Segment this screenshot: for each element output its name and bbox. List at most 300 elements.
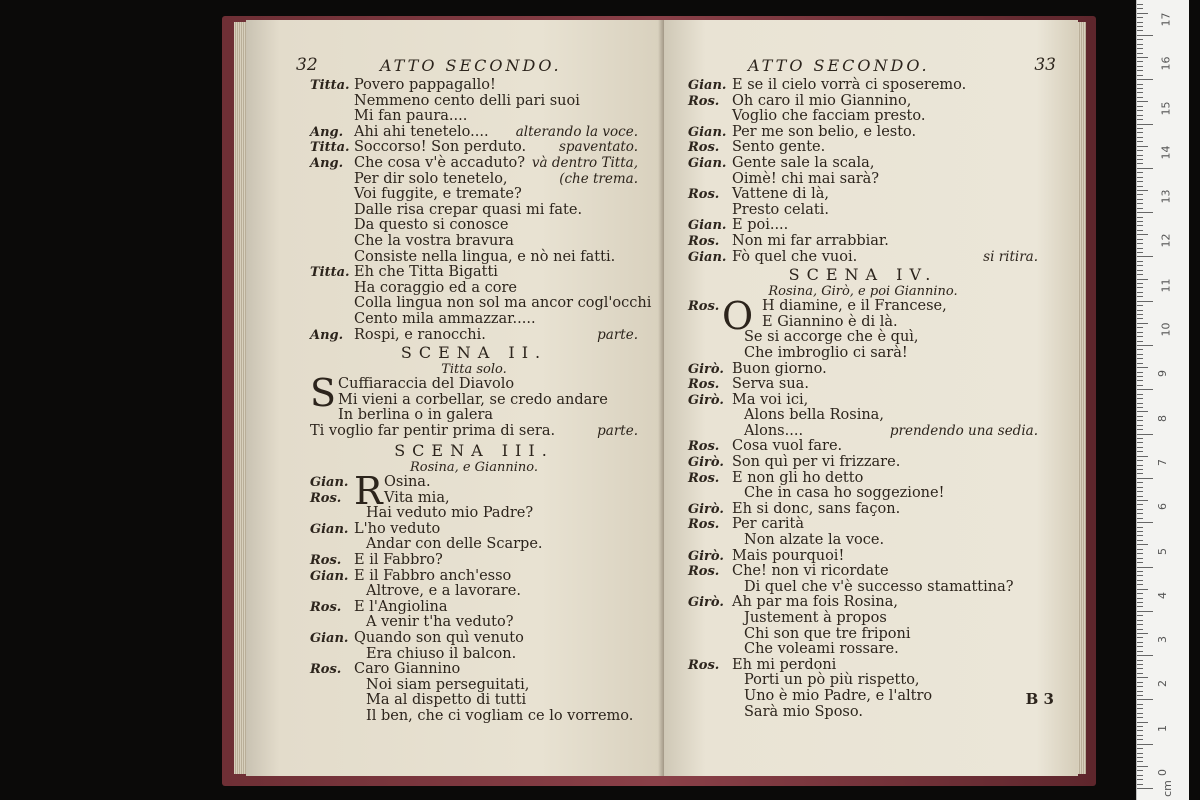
- text-line: [688, 580, 1038, 596]
- ruler-tick: [1137, 660, 1143, 661]
- dialogue-text: Consiste nella lingua, e nò nei fatti.: [354, 248, 616, 265]
- ruler-tick: [1137, 442, 1143, 443]
- dialogue-text: Di quel che v'è successo stamattina?: [744, 578, 1014, 595]
- ruler-tick: [1137, 155, 1143, 156]
- ruler-tick: [1137, 380, 1143, 381]
- text-line: [310, 600, 638, 616]
- dialogue-text: Era chiuso il balcon.: [366, 645, 517, 662]
- text-line: [310, 537, 638, 553]
- speaker-name: Ros.: [688, 233, 720, 249]
- dialogue-text: Ma voi ici,: [732, 391, 809, 408]
- ruler-tick: [1137, 491, 1143, 492]
- ruler-tick: [1137, 66, 1143, 67]
- ruler-tick: [1137, 141, 1143, 142]
- ruler-tick: [1137, 119, 1143, 120]
- ruler-tick: [1137, 106, 1143, 107]
- dialogue-text: Fò quel che vuoi.: [732, 248, 858, 265]
- ruler-tick: [1137, 79, 1153, 80]
- ruler-label: 9: [1156, 370, 1169, 378]
- speaker-name: Ros.: [688, 93, 720, 109]
- ruler-label: 3: [1156, 636, 1169, 644]
- text-line: [310, 475, 638, 491]
- dialogue-text: Nemmeno cento delli pari suoi: [354, 92, 580, 109]
- left-page-header: [296, 55, 638, 76]
- text-line: [688, 362, 1038, 378]
- text-line: [310, 109, 638, 125]
- ruler-tick: [1137, 580, 1143, 581]
- signature-mark: B 3: [1025, 690, 1054, 708]
- ruler-tick: [1137, 766, 1148, 767]
- dialogue-text: Che la vostra bravura: [354, 232, 514, 249]
- ruler-tick: [1137, 504, 1143, 505]
- dialogue-text: Porti un pò più rispetto,: [744, 672, 920, 689]
- ruler-tick: [1137, 385, 1143, 386]
- text-line: [310, 491, 638, 507]
- ruler-tick: [1137, 177, 1143, 178]
- text-line: [688, 486, 1038, 502]
- dialogue-text: Andar con delle Scarpe.: [366, 536, 543, 553]
- dialogue-text: Alons bella Rosina,: [744, 407, 884, 424]
- text-line: [310, 424, 638, 440]
- dialogue-text: Uno è mio Padre, e l'altro: [744, 687, 933, 704]
- ruler-tick: [1137, 575, 1143, 576]
- ruler-tick: [1137, 301, 1153, 302]
- text-line: [310, 140, 638, 156]
- ruler-label: 15: [1159, 101, 1173, 115]
- text-line: [688, 595, 1038, 611]
- ruler-tick: [1137, 447, 1143, 448]
- speaker-name: Girò.: [688, 548, 724, 564]
- ruler-tick: [1137, 137, 1143, 138]
- ruler-tick: [1137, 230, 1143, 231]
- ruler-tick: [1137, 327, 1143, 328]
- ruler-tick: [1137, 358, 1143, 359]
- dialogue-text: Per dir solo tenetelo,: [354, 170, 508, 187]
- text-line: [310, 647, 638, 663]
- ruler-tick: [1137, 757, 1143, 758]
- stage-direction: si ritira.: [983, 248, 1038, 265]
- text-line: [688, 315, 1038, 331]
- text-line: [310, 78, 638, 94]
- ruler-tick: [1137, 584, 1143, 585]
- ruler-tick: [1137, 305, 1143, 306]
- text-line: [688, 203, 1038, 219]
- drop-cap: R: [354, 469, 383, 514]
- ruler-tick: [1137, 194, 1143, 195]
- ruler-tick: [1137, 473, 1143, 474]
- dialogue-text: Che imbroglio ci sarà!: [744, 344, 908, 361]
- page-number: 32: [296, 55, 318, 75]
- dialogue-text: Presto celati.: [732, 201, 829, 218]
- speaker-name: Gian.: [688, 124, 727, 140]
- dialogue-text: Povero pappagallo!: [354, 77, 496, 93]
- speaker-name: Gian.: [310, 631, 349, 647]
- text-line: [688, 78, 1038, 94]
- speaker-name: Girò.: [688, 361, 724, 377]
- ruler-tick: [1137, 243, 1143, 244]
- text-line: [310, 187, 638, 203]
- dialogue-text: Mi vieni a corbellar, se credo andare: [338, 391, 608, 408]
- ruler-tick: [1137, 602, 1143, 603]
- ruler-tick: [1137, 376, 1143, 377]
- ruler-tick: [1137, 225, 1143, 226]
- ruler-tick: [1137, 722, 1148, 723]
- ruler-tick: [1137, 677, 1148, 678]
- ruler-tick: [1137, 540, 1143, 541]
- ruler-tick: [1137, 150, 1143, 151]
- speaker-name: Ros.: [310, 599, 342, 615]
- ruler-tick: [1137, 425, 1143, 426]
- scene-4-body: [688, 294, 1038, 720]
- text-line: [310, 408, 638, 424]
- dialogue-text: Cento mila ammazzar.....: [354, 310, 536, 327]
- ruler-tick: [1137, 726, 1143, 727]
- speaker-name: Gian.: [688, 78, 727, 93]
- speaker-name: Ros.: [688, 299, 720, 315]
- ruler-tick: [1137, 744, 1153, 745]
- text-line: [310, 281, 638, 297]
- ruler-tick: [1137, 624, 1143, 625]
- ruler-tick: [1137, 30, 1143, 31]
- speaker-name: Titta.: [310, 265, 350, 281]
- text-line: [310, 218, 638, 234]
- ruler-tick: [1137, 686, 1143, 687]
- speaker-name: Ros.: [688, 517, 720, 533]
- scene-2-body: [310, 371, 638, 441]
- ruler-tick: [1137, 535, 1143, 536]
- ruler-tick: [1137, 482, 1143, 483]
- ruler-tick: [1137, 713, 1143, 714]
- ruler-tick: [1137, 13, 1148, 14]
- text-line: [688, 172, 1038, 188]
- text-line: [310, 569, 638, 585]
- left-page: [246, 20, 666, 776]
- ruler-tick: [1137, 589, 1148, 590]
- ruler-tick: [1137, 239, 1143, 240]
- ruler-tick: [1137, 735, 1143, 736]
- dialogue-text: Hai veduto mio Padre?: [366, 505, 534, 522]
- ruler-tick: [1137, 208, 1143, 209]
- ruler-tick: [1137, 456, 1148, 457]
- ruler-label: 8: [1156, 414, 1169, 422]
- ruler-tick: [1137, 571, 1143, 572]
- ruler-tick: [1137, 549, 1143, 550]
- running-head: ATTO SECONDO.: [380, 56, 562, 75]
- stage-direction: (che trema.: [559, 170, 638, 187]
- text-line: [688, 140, 1038, 156]
- speaker-name: Ros.: [310, 553, 342, 569]
- dialogue-text: Eh si donc, sans façon.: [732, 500, 901, 517]
- ruler-tick: [1137, 159, 1143, 160]
- dialogue-text: Dalle risa crepar quasi mi fate.: [354, 201, 583, 218]
- text-line: [688, 187, 1038, 203]
- ruler-tick: [1137, 407, 1143, 408]
- ruler-label: 17: [1159, 12, 1173, 27]
- dialogue-text: Non mi far arrabbiar.: [732, 232, 889, 249]
- text-line: [688, 218, 1038, 234]
- ruler-label: 5: [1156, 547, 1169, 555]
- ruler-unit: cm: [1160, 780, 1174, 797]
- text-line: [310, 678, 638, 694]
- ruler-label: 6: [1156, 503, 1169, 511]
- dialogue-text: Alons....: [744, 422, 804, 439]
- ruler-tick: [1137, 283, 1143, 284]
- ruler-tick: [1137, 70, 1143, 71]
- ruler-label: 10: [1159, 322, 1173, 337]
- ruler-tick: [1137, 389, 1153, 390]
- stage-direction: prendendo una sedia.: [889, 422, 1038, 439]
- dialogue-text: Ha coraggio ed a core: [354, 279, 517, 296]
- dialogue-text: Non alzate la voce.: [744, 532, 885, 549]
- ruler-tick: [1137, 124, 1153, 125]
- speaker-name: Ang.: [310, 124, 344, 140]
- speaker-name: Ang.: [310, 155, 344, 171]
- text-line: [688, 533, 1038, 549]
- ruler-tick: [1137, 274, 1143, 275]
- ruler-tick: [1137, 637, 1143, 638]
- dialogue-text: In berlina o in galera: [338, 407, 494, 424]
- ruler-tick: [1137, 8, 1143, 9]
- dialogue-text: Da questo si conosce: [354, 217, 509, 234]
- text-line: [688, 673, 1038, 689]
- dialogue-text: Vattene di là,: [732, 186, 829, 203]
- ruler-tick: [1137, 704, 1143, 705]
- dialogue-text: Oh caro il mio Giannino,: [732, 92, 912, 109]
- dialogue-text: Serva sua.: [732, 376, 809, 393]
- dialogue-text: Che! non vi ricordate: [732, 563, 889, 580]
- text-line: [688, 517, 1038, 533]
- speaker-name: Ros.: [688, 657, 720, 673]
- ruler-tick: [1137, 363, 1143, 364]
- text-line: [310, 234, 638, 250]
- ruler-tick: [1137, 487, 1143, 488]
- dialogue-text: Colla lingua non sol ma ancor cogl'occhi: [354, 295, 652, 312]
- dialogue-text: E poi....: [732, 217, 789, 234]
- dialogue-text: Oimè! chi mai sarà?: [732, 170, 880, 187]
- ruler-tick: [1137, 748, 1143, 749]
- speaker-name: Girò.: [688, 595, 724, 611]
- speaker-name: Ros.: [688, 187, 720, 203]
- text-line: [688, 377, 1038, 393]
- ruler-tick: [1137, 221, 1143, 222]
- dialogue-text: Caro Giannino: [354, 661, 461, 678]
- ruler-tick: [1137, 629, 1143, 630]
- ruler-tick: [1137, 394, 1143, 395]
- drop-cap: O: [722, 294, 754, 339]
- ruler-label: 13: [1159, 189, 1173, 204]
- dialogue-text: Soccorso! Son perduto.: [354, 139, 527, 156]
- ruler-tick: [1137, 691, 1143, 692]
- drop-cap: S: [310, 371, 337, 416]
- ruler-tick: [1137, 562, 1143, 563]
- ruler-tick: [1137, 567, 1153, 568]
- dialogue-text: Voi fuggite, e tremate?: [354, 186, 522, 203]
- speaker-name: Gian.: [688, 249, 727, 265]
- ruler-tick: [1137, 53, 1143, 54]
- ruler-label: 4: [1156, 591, 1169, 599]
- ruler-tick: [1137, 212, 1153, 213]
- ruler-tick: [1137, 708, 1143, 709]
- ruler-label: 11: [1159, 278, 1173, 293]
- text-line: [688, 94, 1038, 110]
- dialogue-text: Ahi ahi tenetelo....: [354, 123, 489, 140]
- ruler-label: 7: [1156, 458, 1169, 466]
- ruler-tick: [1137, 761, 1143, 762]
- ruler-tick: [1137, 642, 1143, 643]
- text-line: [310, 615, 638, 631]
- speaker-name: Ang.: [310, 327, 344, 343]
- ruler-tick: [1137, 633, 1148, 634]
- text-line: [688, 109, 1038, 125]
- ruler-tick: [1137, 429, 1143, 430]
- dialogue-text: Cuffiaraccia del Diavolo: [338, 376, 515, 393]
- ruler-tick: [1137, 398, 1143, 399]
- dialogue-text: A venir t'ha veduto?: [366, 614, 514, 631]
- text-line: [310, 156, 638, 172]
- ruler-tick: [1137, 682, 1143, 683]
- dialogue-text: Che in casa ho soggezione!: [744, 485, 945, 502]
- ruler-label: 1: [1156, 724, 1169, 732]
- ruler-tick: [1137, 699, 1153, 700]
- ruler-tick: [1137, 695, 1143, 696]
- ruler-tick: [1137, 416, 1143, 417]
- speaker-name: Gian.: [688, 218, 727, 234]
- left-dialogue: [310, 77, 652, 343]
- right-page-header: [688, 55, 1056, 76]
- ruler-tick: [1137, 615, 1143, 616]
- dialogue-text: Altrove, e a lavorare.: [366, 583, 521, 600]
- stage-direction: parte.: [597, 326, 638, 343]
- ruler-tick: [1137, 61, 1143, 62]
- ruler-tick: [1137, 651, 1143, 652]
- text-line: [310, 328, 638, 344]
- speaker-name: Gian.: [310, 568, 349, 584]
- text-line: [688, 346, 1038, 362]
- measuring-ruler: [1136, 0, 1189, 800]
- ruler-tick: [1137, 770, 1143, 771]
- text-line: [688, 611, 1038, 627]
- dialogue-text: Voglio che facciam presto.: [732, 108, 926, 125]
- ruler-tick: [1137, 753, 1143, 754]
- ruler-tick: [1137, 664, 1143, 665]
- text-line: [310, 631, 638, 647]
- speaker-name: Girò.: [688, 501, 724, 517]
- ruler-tick: [1137, 527, 1143, 528]
- ruler-tick: [1137, 438, 1143, 439]
- right-page: [664, 20, 1078, 776]
- text-line: [310, 172, 638, 188]
- ruler-tick: [1137, 451, 1143, 452]
- ruler-tick: [1137, 261, 1143, 262]
- ruler-tick: [1137, 172, 1143, 173]
- ruler-tick: [1137, 39, 1143, 40]
- ruler-tick: [1137, 252, 1143, 253]
- ruler-label: 16: [1159, 56, 1173, 71]
- dialogue-text: Rospi, e ranocchi.: [354, 326, 486, 343]
- ruler-tick: [1137, 403, 1143, 404]
- dialogue-text: Che cosa v'è accaduto?: [354, 154, 526, 171]
- ruler-tick: [1137, 256, 1153, 257]
- ruler-tick: [1137, 203, 1143, 204]
- dialogue-text: E non gli ho detto: [732, 469, 864, 486]
- speaker-name: Gian.: [310, 521, 349, 537]
- dialogue-text: E l'Angiolina: [354, 598, 448, 615]
- dialogue-text: Buon giorno.: [732, 360, 827, 377]
- text-line: [688, 455, 1038, 471]
- ruler-label: 12: [1159, 233, 1173, 248]
- ruler-tick: [1137, 248, 1143, 249]
- speaker-name: Ros.: [688, 439, 720, 455]
- ruler-tick: [1137, 434, 1153, 435]
- ruler-tick: [1137, 75, 1143, 76]
- dialogue-text: Gente sale la scala,: [732, 154, 875, 171]
- ruler-tick: [1137, 788, 1153, 789]
- dialogue-text: Noi siam perseguitati,: [366, 676, 530, 693]
- dialogue-text: Son quì per vi frizzare.: [732, 454, 901, 471]
- scene-cast: Rosina, e Giannino.: [410, 460, 538, 476]
- ruler-tick: [1137, 775, 1143, 776]
- text-line: [310, 203, 638, 219]
- text-line: [688, 705, 1038, 721]
- ruler-tick: [1137, 110, 1143, 111]
- speaker-name: Girò.: [688, 455, 724, 471]
- ruler-tick: [1137, 101, 1148, 102]
- stage-direction: alterando la voce.: [515, 123, 638, 140]
- text-line: [310, 393, 638, 409]
- ruler-tick: [1137, 336, 1143, 337]
- ruler-tick: [1137, 420, 1143, 421]
- speaker-name: Ros.: [688, 377, 720, 393]
- speaker-name: Ros.: [688, 470, 720, 486]
- ruler-tick: [1137, 465, 1143, 466]
- speaker-name: Girò.: [688, 392, 724, 408]
- text-line: [688, 658, 1038, 674]
- speaker-name: Ros.: [310, 662, 342, 678]
- running-head: ATTO SECONDO.: [748, 56, 930, 75]
- dialogue-text: Se si accorge che è quì,: [744, 329, 919, 346]
- text-line: [310, 522, 638, 538]
- dialogue-text: Sento gente.: [732, 139, 826, 156]
- speaker-name: Gian.: [310, 475, 349, 491]
- scene-cast: Titta solo.: [441, 362, 507, 378]
- ruler-tick: [1137, 146, 1148, 147]
- ruler-tick: [1137, 296, 1143, 297]
- text-line: [310, 693, 638, 709]
- ruler-tick: [1137, 132, 1143, 133]
- ruler-tick: [1137, 655, 1153, 656]
- ruler-tick: [1137, 345, 1153, 346]
- dialogue-text: Chi son que tre friponi: [744, 625, 911, 642]
- dialogue-text: Ah par ma fois Rosina,: [732, 594, 898, 611]
- ruler-tick: [1137, 163, 1143, 164]
- ruler-tick: [1137, 190, 1148, 191]
- text-line: [310, 295, 652, 312]
- ruler-tick: [1137, 265, 1143, 266]
- text-line: [688, 627, 1038, 643]
- dialogue-text: Per me son belio, e lesto.: [732, 123, 917, 140]
- speaker-name: Titta.: [310, 78, 350, 93]
- ruler-tick: [1137, 411, 1148, 412]
- scene-heading: SCENA III.: [394, 441, 554, 461]
- dialogue-text: L'ho veduto: [354, 520, 441, 537]
- ruler-tick: [1137, 323, 1148, 324]
- text-line: [688, 408, 1038, 424]
- ruler-tick: [1137, 35, 1153, 36]
- text-line: [310, 553, 638, 569]
- ruler-tick: [1137, 544, 1148, 545]
- dialogue-text: Sarà mio Sposo.: [744, 703, 863, 720]
- ruler-tick: [1137, 522, 1153, 523]
